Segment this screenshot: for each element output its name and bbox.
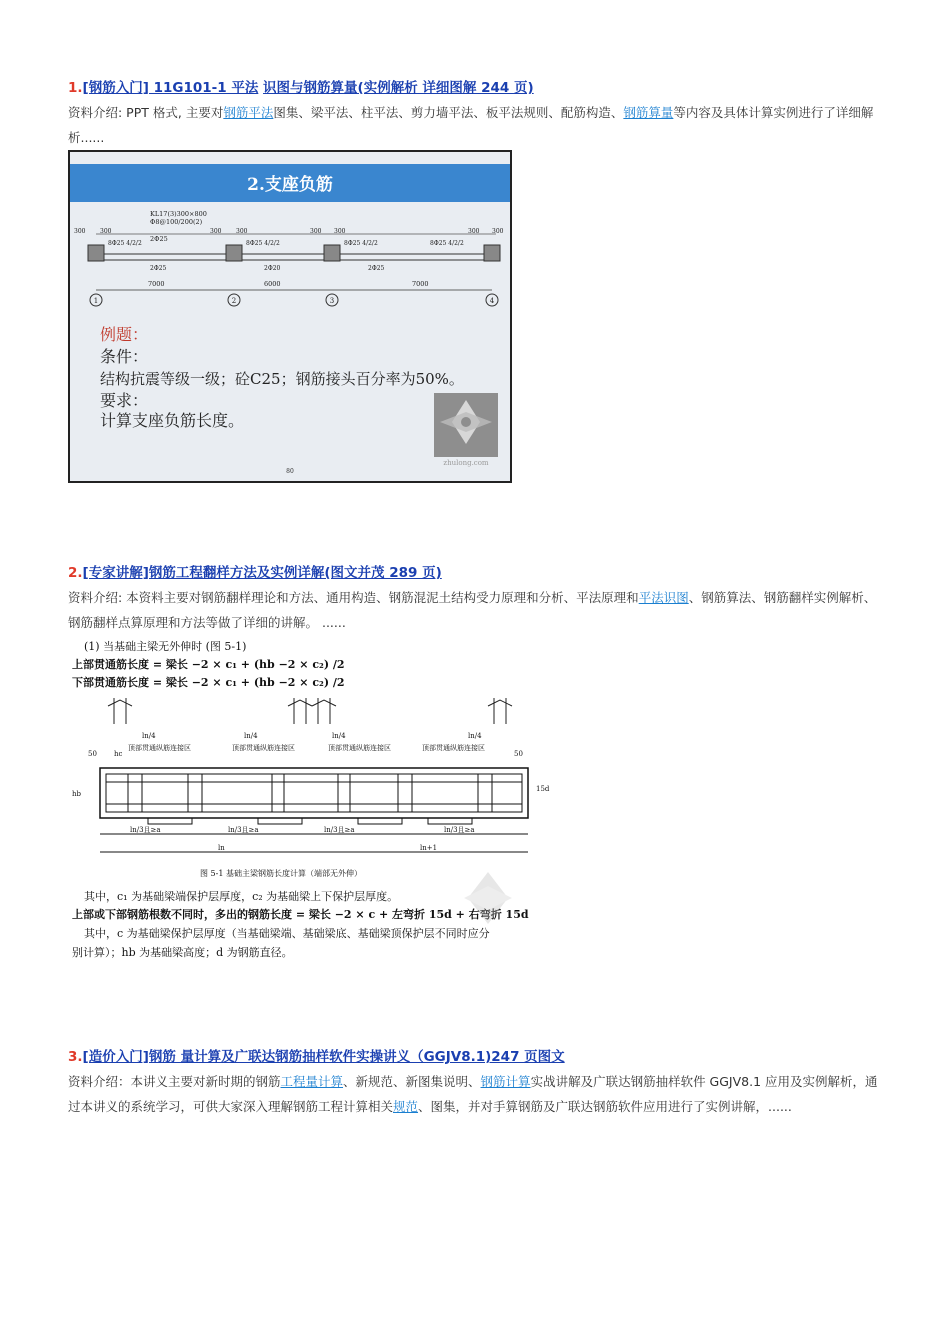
entry-2 — [68, 563, 888, 635]
entry-1-desc-text-2: 图集、梁平法、柱平法、剪力墙平法、板平法规则、配筋构造、 — [273, 105, 624, 120]
entry-3-desc-link-1[interactable]: 工程量计算 — [280, 1074, 344, 1089]
dim-ln3: ln/3且≥a — [324, 826, 355, 834]
slide-image — [68, 150, 512, 483]
entry-3 — [68, 1047, 888, 1119]
entry-1-title-link-1[interactable]: [钢筋入门] 11G101-1 平法 — [82, 80, 259, 96]
span-dim: 7000 — [148, 280, 165, 288]
entry-1-desc-text-3: 等内容及具体计算实例进行了详细解析...... — [68, 105, 874, 145]
entry-3-desc-link-3[interactable]: 规范 — [393, 1099, 419, 1114]
beam-label-1: KL17(3)300×800 — [150, 210, 207, 218]
entry-2-number: 2. — [68, 565, 83, 581]
dim-top: 300 — [492, 228, 504, 235]
entry-3-title — [68, 1047, 888, 1067]
dim-ln1: ln+1 — [420, 844, 438, 852]
figure-note-3: 其中，c 为基础梁保护层厚度（当基础梁端、基础梁底、基础梁顶保护层不同时应分 — [84, 927, 490, 940]
requirement-text: 计算支座负筋长度。 — [100, 411, 245, 430]
axis-label: 1 — [93, 297, 99, 305]
entry-3-desc-text-4: 、图集，并对手算钢筋及广联达钢筋软件应用进行了实例讲解，...... — [418, 1099, 792, 1114]
axis-label: 2 — [231, 297, 237, 305]
entry-1-title-link-2[interactable]: 识图与钢筋算量(实例解析 详细图解 244 页) — [263, 80, 534, 96]
zone-label: 顶部贯通纵筋连接区 — [232, 744, 295, 752]
entry-1-desc-link-2[interactable]: 钢筋算量 — [623, 105, 674, 120]
rebar-top: 8Φ25 4/2/2 — [344, 240, 378, 247]
entry-1-image[interactable] — [68, 150, 512, 483]
axis-label: 3 — [329, 297, 335, 305]
slide-heading: 2.支座负筋 — [247, 175, 333, 195]
rebar-top: 8Φ25 4/2/2 — [430, 240, 464, 247]
rebar-top: 8Φ25 4/2/2 — [246, 240, 280, 247]
span-dim: 6000 — [264, 280, 281, 288]
entry-2-desc-link-1[interactable]: 平法识图 — [638, 590, 689, 605]
dim-50: 50 — [88, 750, 97, 758]
dim-ln3: ln/3且≥a — [130, 826, 161, 834]
requirement-label: 要求： — [100, 391, 149, 410]
dim-top: 300 — [236, 228, 248, 235]
dim-hb: hb — [72, 790, 81, 798]
figure-note-1: 其中，c₁ 为基础梁端保护层厚度，c₂ 为基础梁上下保护层厚度。 — [84, 890, 399, 903]
dim-top: 300 — [100, 228, 112, 235]
beam-label-2: Φ8@100/200(2) — [150, 218, 203, 226]
slide-page-number: 80 — [286, 468, 294, 475]
figure-image — [68, 636, 550, 966]
span-dim: 7000 — [412, 280, 429, 288]
entry-1-description — [68, 100, 888, 150]
zone-label: 顶部贯通纵筋连接区 — [128, 744, 191, 752]
figure-line-2: 上部贯通筋长度 = 梁长 −2 × c₁ + (hb −2 × c₂) /2 — [72, 658, 345, 671]
rebar-bottom: 2Φ25 — [368, 265, 385, 272]
entry-2-description — [68, 585, 888, 635]
figure-note-2: 上部或下部钢筋根数不同时，多出的钢筋长度 = 梁长 −2 × c + 左弯折 15d + 右弯折 15d — [72, 908, 529, 921]
entry-1-number: 1. — [68, 80, 83, 96]
figure-line-1: (1) 当基础主梁无外伸时 (图 5-1) — [84, 640, 247, 653]
entry-1-title — [68, 78, 888, 98]
dim-top: 300 — [468, 228, 480, 235]
dim-top: 300 — [74, 228, 86, 235]
entry-3-number: 3. — [68, 1049, 83, 1065]
entry-3-desc-text-3: 实战讲解及广联达钢筋抽样软件 GGJV8.1 应用及实例解析，通过本讲义的系统学习，可供大家深入理解钢筋工程计算相关 — [68, 1074, 878, 1114]
dim-hc: hc — [114, 750, 123, 758]
entry-3-title-link[interactable]: [造价入门]钢筋 量计算及广联达钢筋抽样软件实操讲义（GGJV8.1)247 页图文 — [82, 1049, 565, 1065]
entry-3-desc-text-2: 、新规范、新图集说明、 — [343, 1074, 481, 1089]
dim-ln4: ln/4 — [332, 732, 346, 740]
dim-ln4: ln/4 — [468, 732, 482, 740]
dim-ln4: ln/4 — [142, 732, 156, 740]
dim-top: 300 — [310, 228, 322, 235]
figure-note-4: 别计算）；hb 为基础梁高度；d 为钢筋直径。 — [72, 946, 293, 959]
dim-ln3: ln/3且≥a — [228, 826, 259, 834]
beam-label-3: 2Φ25 — [150, 235, 168, 243]
rebar-top: 8Φ25 4/2/2 — [108, 240, 142, 247]
entry-2-desc-text: 资料介绍: 本资料主要对钢筋翻样理论和方法、通用构造、钢筋混泥土结构受力原理和分析、平法原理和 — [68, 590, 639, 605]
figure-line-3: 下部贯通筋长度 = 梁长 −2 × c₁ + (hb −2 × c₂) /2 — [72, 676, 345, 689]
dim-top: 300 — [334, 228, 346, 235]
axis-label: 4 — [489, 297, 495, 305]
rebar-bottom: 2Φ25 — [150, 265, 167, 272]
figure-caption: 图 5-1 基础主梁钢筋长度计算（端部无外伸） — [200, 869, 362, 878]
zone-label: 顶部贯通纵筋连接区 — [328, 744, 391, 752]
dim-ln3: ln/3且≥a — [444, 826, 475, 834]
condition-label: 条件： — [100, 347, 149, 366]
dim-ln: ln — [218, 844, 225, 852]
rebar-bottom: 2Φ20 — [264, 265, 281, 272]
dim-50: 50 — [514, 750, 523, 758]
entry-3-desc-text: 资料介绍：本讲义主要对新时期的钢筋 — [68, 1074, 281, 1089]
dim-15d: 15d — [536, 785, 550, 793]
dim-ln4: ln/4 — [244, 732, 258, 740]
entry-3-desc-link-2[interactable]: 钢筋计算 — [480, 1074, 531, 1089]
entry-2-title-link[interactable]: [专家讲解]钢筋工程翻样方法及实例详解(图文并茂 289 页) — [82, 565, 442, 581]
entry-1-desc-text: 资料介绍: PPT 格式, 主要对 — [68, 105, 224, 120]
example-label: 例题： — [100, 325, 149, 344]
zone-label: 顶部贯通纵筋连接区 — [422, 744, 485, 752]
watermark-text: zhulong.com — [443, 459, 489, 467]
condition-text: 结构抗震等级一级；砼C25；钢筋接头百分率为50%。 — [100, 370, 464, 388]
entry-2-title — [68, 563, 888, 583]
entry-1 — [68, 78, 888, 150]
entry-2-desc-text-2: 、钢筋算法、钢筋翻样实例解析、钢筋翻样点算原理和方法等做了详细的讲解。 ...... — [68, 590, 877, 630]
entry-2-image[interactable] — [68, 636, 550, 966]
entry-1-desc-link-1[interactable]: 钢筋平法 — [223, 105, 274, 120]
entry-3-description — [68, 1069, 888, 1119]
dim-top: 300 — [210, 228, 222, 235]
zhulong-logo-icon — [434, 393, 498, 457]
